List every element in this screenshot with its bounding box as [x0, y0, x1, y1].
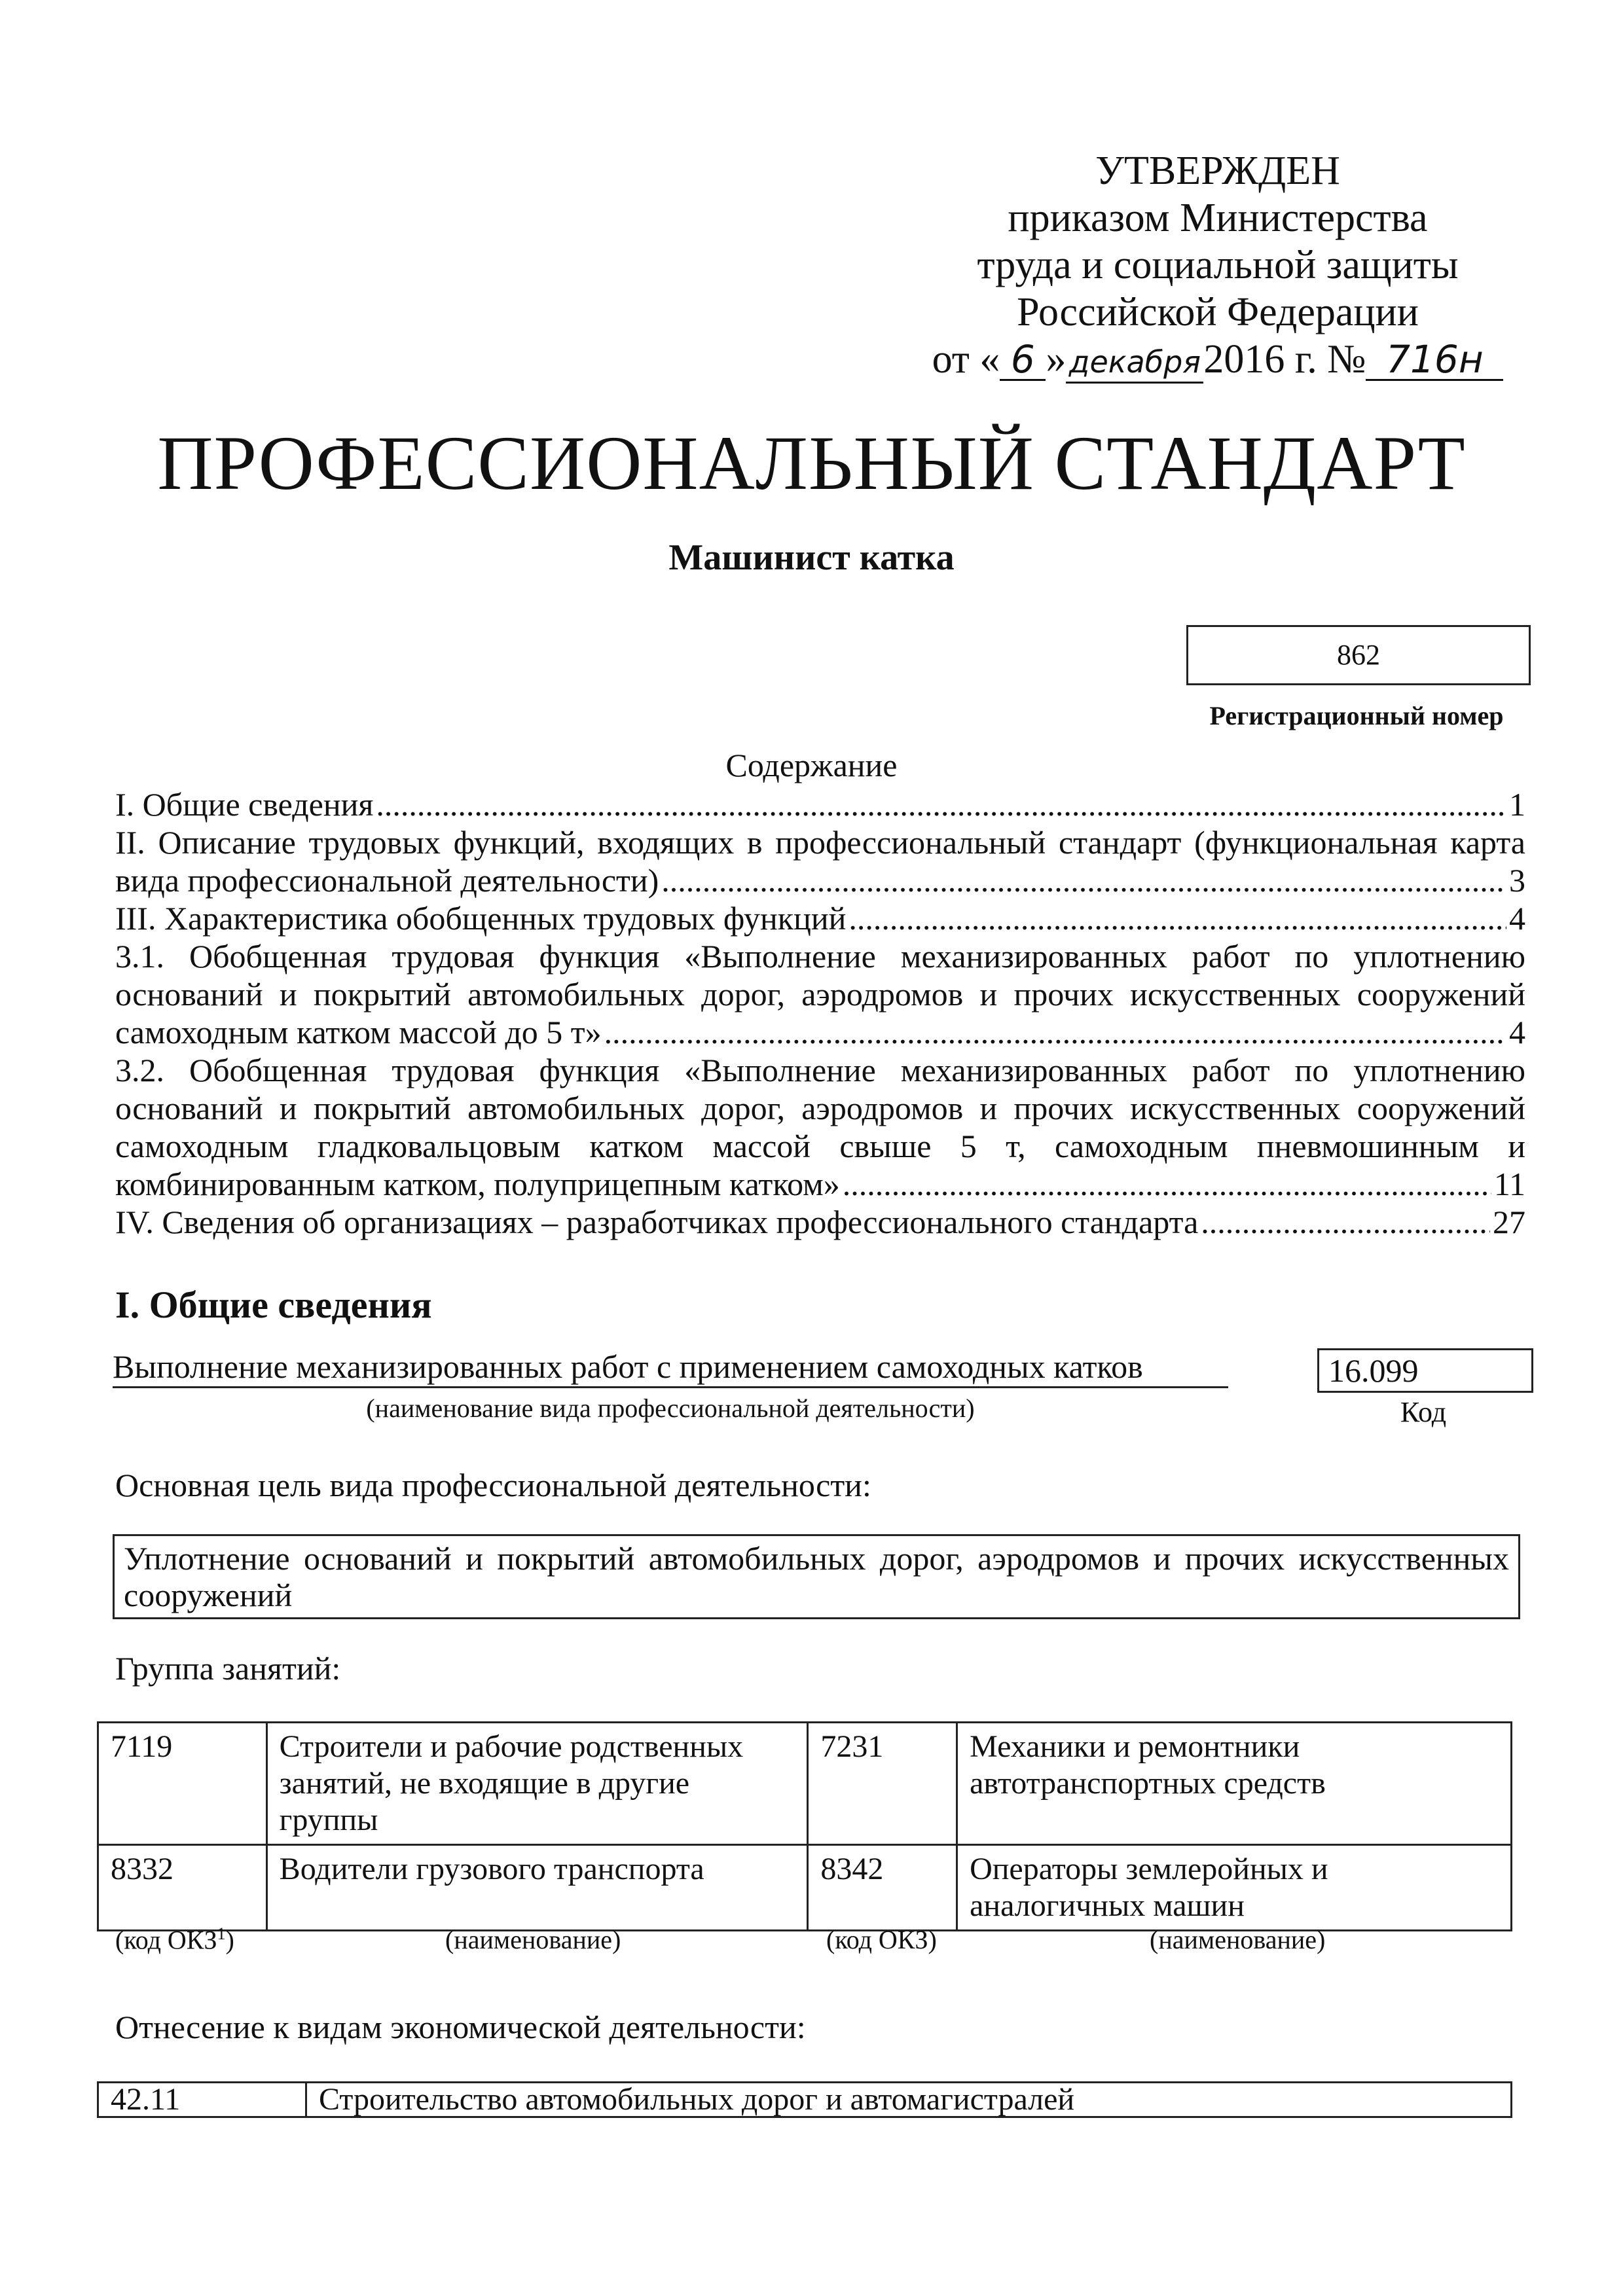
toc-page: 27 — [1493, 1204, 1525, 1240]
toc-item[interactable]: 3.2. Обобщенная трудовая функция «Выполнение механизированных работ по уплотнению оснований и покрытий автомобильных дорог, аэродромов и прочих искусственных сооружений самоходным гладковальцовым катком массой свыше 5 т, самоходным пневмошинным и комбинированным катком, полуприцепным катком» ..... 11 — [115, 1051, 1525, 1203]
registration-number-box: 862 — [1186, 625, 1531, 685]
okz-name-caption: (наименование) — [1150, 1925, 1326, 1954]
toc-item[interactable]: I. Общие сведения ..... 1 — [115, 785, 1525, 823]
approval-line: приказом Министерства — [1008, 196, 1428, 240]
approval-block — [903, 147, 1532, 384]
okved-name: Строительство автомобильных дорог и автомагистралей — [306, 2083, 1512, 2117]
toc-page: 1 — [1509, 786, 1525, 823]
table-row — [98, 1845, 1512, 1931]
okved-table — [97, 2081, 1512, 2118]
approval-line: труда и социальной защиты — [977, 243, 1459, 287]
toc-leader — [604, 1013, 1506, 1051]
goal-label: Основная цель вида профессиональной деятельности: — [115, 1467, 871, 1503]
okz-name: Операторы землеройных и аналогичных машин — [957, 1845, 1512, 1931]
groups-label: Группа занятий: — [115, 1650, 341, 1687]
goal-box — [113, 1534, 1520, 1619]
toc-page: 4 — [1509, 1014, 1525, 1050]
okz-code: 7119 — [98, 1723, 267, 1845]
approval-line: Российской Федерации — [1017, 290, 1419, 334]
okz-code: 8342 — [808, 1845, 957, 1931]
toc-item[interactable]: IV. Сведения об организациях – разработчиках профессионального стандарта ..... 27 — [115, 1203, 1525, 1241]
activity-caption: (наименование вида профессиональной деятельности) — [366, 1393, 975, 1423]
footnote-mark[interactable]: 1 — [217, 1924, 226, 1943]
toc-page: 4 — [1509, 900, 1525, 937]
approval-title: УТВЕРЖДЕН — [1095, 149, 1340, 193]
section-heading: I. Общие сведения — [115, 1283, 432, 1326]
approval-date-line: от « 6 »декабря2016 г. № 716н — [903, 336, 1532, 384]
occupation-groups-table — [97, 1721, 1512, 1931]
goal-text: сооружений — [124, 1577, 293, 1613]
okz-code: 7231 — [808, 1723, 957, 1845]
code-caption: Код — [1400, 1396, 1447, 1428]
toc-leader — [843, 1165, 1491, 1203]
toc-page: 11 — [1493, 1166, 1525, 1202]
document-title: ПРОФЕССИОНАЛЬНЫЙ СТАНДАРТ — [157, 420, 1466, 506]
registration-number-label: Регистрационный номер — [1209, 701, 1504, 730]
okved-label: Отнесение к видам экономической деятельности: — [115, 2009, 806, 2045]
okved-code: 42.11 — [98, 2083, 306, 2117]
okz-name: Строители и рабочие родственных занятий, не входящие в другие группы — [266, 1723, 808, 1845]
toc-heading: Содержание — [725, 747, 898, 783]
table-row — [98, 2083, 1512, 2117]
activity-name: Выполнение механизированных работ с применением самоходных катков — [113, 1347, 1228, 1388]
okz-name: Водители грузового транспорта — [266, 1845, 808, 1931]
toc-page: 3 — [1509, 862, 1525, 899]
number-sign: № — [1327, 337, 1366, 382]
toc-item[interactable]: 3.1. Обобщенная трудовая функция «Выполнение механизированных работ по уплотнению оснований и покрытий автомобильных дорог, аэродромов и прочих искусственных сооружений самоходным катком массой до 5 т» ..... 4 — [115, 937, 1525, 1051]
toc-leader — [376, 785, 1506, 823]
approval-year: 2016 г. — [1203, 337, 1317, 382]
handwritten-order-number: 716н — [1366, 340, 1503, 381]
document-subtitle: Машинист катка — [668, 537, 955, 578]
okz-code: 8332 — [98, 1845, 267, 1931]
okz-name-caption: (наименование) — [445, 1925, 621, 1954]
activity-code-box: 16.099 — [1317, 1348, 1533, 1393]
toc-item[interactable]: II. Описание трудовых функций, входящих в профессиональный стандарт (функциональная карта вида профессиональной деятельности) ..... 3 — [115, 823, 1525, 899]
toc-leader — [848, 899, 1506, 937]
handwritten-month: декабря — [1066, 342, 1203, 384]
toc-leader — [1201, 1203, 1490, 1241]
okz-name: Механики и ремонтники автотранспортных средств — [957, 1723, 1512, 1845]
toc-item[interactable]: III. Характеристика обобщенных трудовых функций ..... 4 — [115, 899, 1525, 937]
toc-leader — [661, 861, 1506, 899]
okz-code-caption: (код ОКЗ) — [826, 1925, 937, 1954]
table-of-contents — [115, 785, 1525, 1241]
handwritten-day: 6 — [1000, 340, 1046, 381]
table-row — [98, 1723, 1512, 1845]
okz-code-caption: (код ОКЗ$^1$) — [115, 1924, 234, 1955]
goal-text: Уплотнение оснований и покрытий автомобильных дорог, аэродромов и прочих искусственных — [124, 1540, 1509, 1577]
